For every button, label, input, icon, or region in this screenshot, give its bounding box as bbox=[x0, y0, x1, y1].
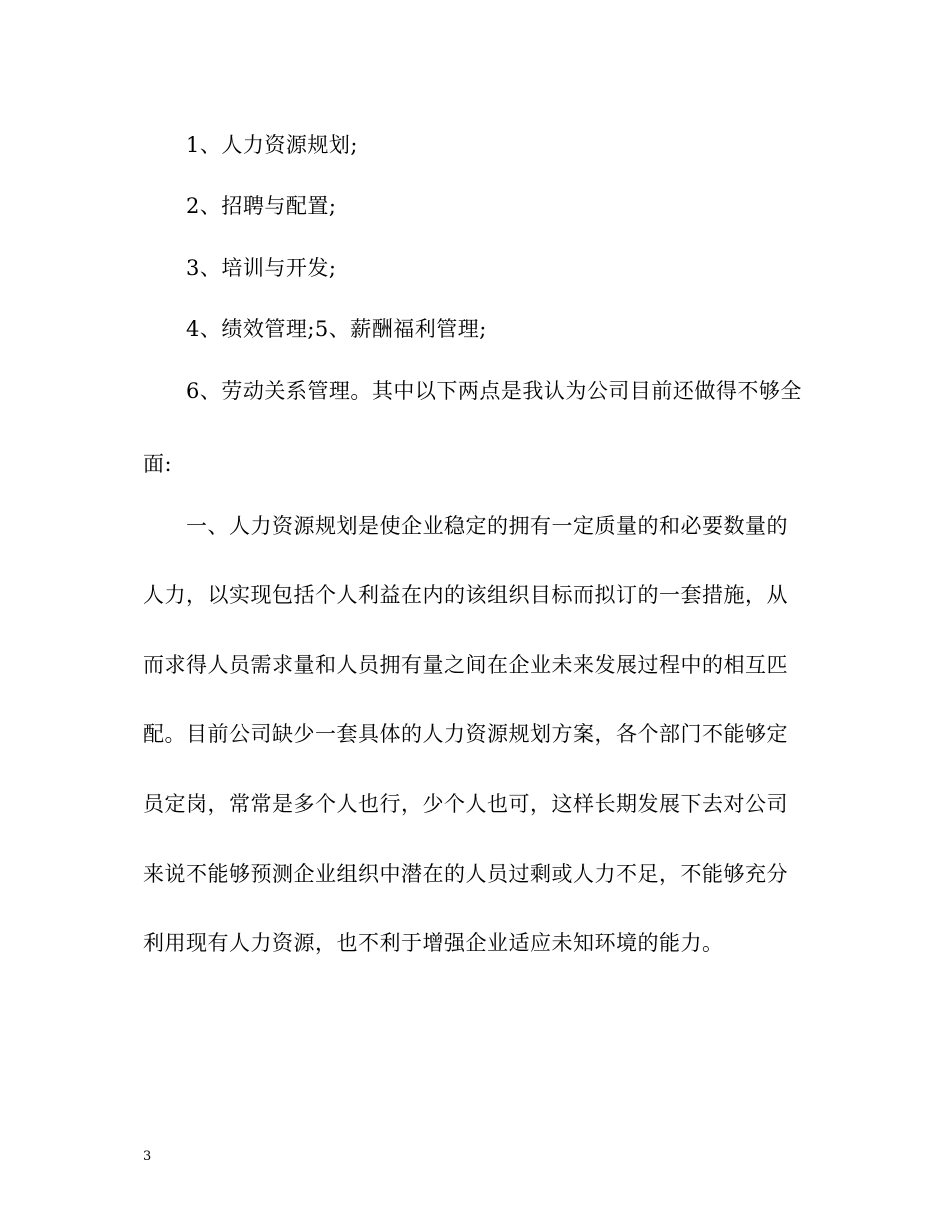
list-item-2: 2、招聘与配置; bbox=[186, 194, 337, 218]
paragraph-line: 一、人力资源规划是使企业稳定的拥有一定质量的和必要数量的 bbox=[186, 514, 788, 538]
paragraph-line: 利用现有人力资源，也不利于增强企业适应未知环境的能力。 bbox=[143, 931, 724, 955]
paragraph-line: 来说不能够预测企业组织中潜在的人员过剩或人力不足，不能够充分 bbox=[143, 862, 788, 886]
paragraph-line: 面: bbox=[143, 452, 173, 476]
page-number: 3 bbox=[143, 1149, 152, 1164]
paragraph-line: 而求得人员需求量和人员拥有量之间在企业未来发展过程中的相互匹 bbox=[143, 653, 788, 677]
paragraph-line: 员定岗，常常是多个人也行，少个人也可，这样长期发展下去对公司 bbox=[143, 792, 788, 816]
paragraph-line: 人力，以实现包括个人利益在内的该组织目标而拟订的一套措施，从 bbox=[143, 583, 788, 607]
list-item-1: 1、人力资源规划; bbox=[186, 133, 358, 157]
list-item-3: 3、培训与开发; bbox=[186, 256, 337, 280]
list-item-6: 6、劳动关系管理。其中以下两点是我认为公司目前还做得不够全 bbox=[186, 379, 802, 403]
paragraph-line: 配。目前公司缺少一套具体的人力资源规划方案，各个部门不能够定 bbox=[143, 722, 788, 746]
list-item-4-5: 4、绩效管理;5、薪酬福利管理; bbox=[186, 317, 487, 341]
